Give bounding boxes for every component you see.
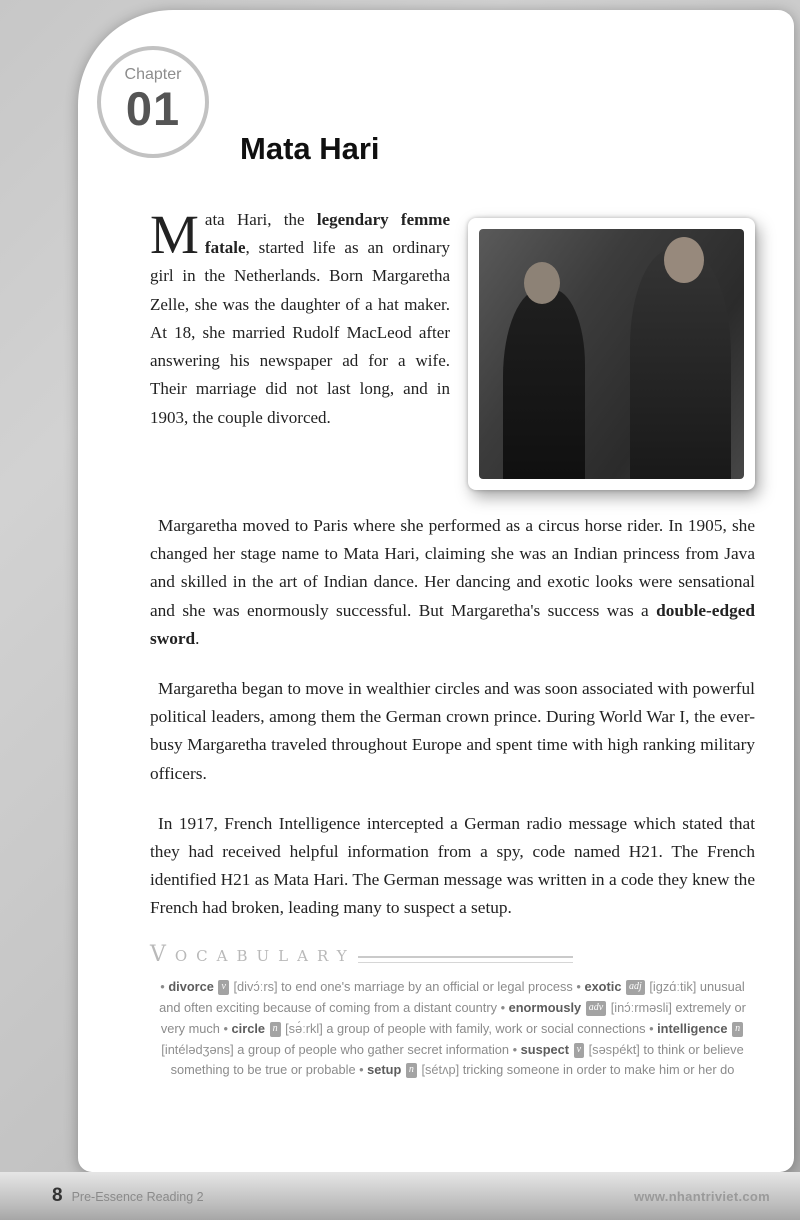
vocab-definition: unusual and often exciting because of coming from a distant country <box>159 979 745 1016</box>
vocab-definition: to end one's marriage by an official or legal process <box>281 979 573 995</box>
vocab-word: divorce <box>168 979 214 995</box>
vocab-phonetic: [inɔ́ːrməsli] <box>610 1000 672 1016</box>
vocab-pos-tag: n <box>732 1022 743 1037</box>
book-title: Pre-Essence Reading 2 <box>71 1190 204 1204</box>
vocab-pos-tag: v <box>574 1043 584 1058</box>
vocab-pos-tag: adj <box>626 980 645 995</box>
vocab-word: enormously <box>508 1000 582 1016</box>
chapter-number: 01 <box>125 82 181 135</box>
vocab-definition: a group of people who gather secret information <box>237 1041 510 1057</box>
paragraph-2-bold: double-edged sword <box>150 600 755 648</box>
photo-figure-left <box>503 289 585 479</box>
vocab-word: exotic <box>584 979 622 995</box>
vocab-word: circle <box>231 1020 265 1036</box>
vocab-pos-tag: adv <box>586 1001 606 1016</box>
vocab-word: setup <box>367 1062 402 1078</box>
chapter-badge <box>97 46 209 158</box>
publisher-website: www.nhantriviet.com <box>634 1188 770 1204</box>
vocab-entry: • enormously adv [inɔ́ːrməsli] extremely or very much <box>160 1000 746 1036</box>
footer-left <box>52 1185 204 1207</box>
paragraph-1-text: ata Hari, the <box>204 210 317 229</box>
vocabulary-heading <box>150 942 755 967</box>
article-content <box>150 206 755 1081</box>
paragraph-2-text: Margaretha moved to Paris where she performed as a circus horse rider. In 1905, she changed her stage name to Mata Hari, claiming she was an Indian princess from Java and skilled in the art of Indian dance. Her dancing and exotic looks were sensational and she was enormously successful. But Margaretha's success was a <box>150 516 755 620</box>
vocab-phonetic: [intélədʒəns] <box>161 1041 234 1057</box>
vocab-phonetic: [sə́ːrkl] <box>285 1020 323 1036</box>
vocab-entry: • intelligence n [intélədʒəns] a group of people who gather secret information <box>161 1021 744 1057</box>
page-number: 8 <box>52 1185 63 1206</box>
vocab-definition: to think or believe something to be true or probable <box>170 1041 744 1078</box>
vocab-entry: • exotic adj [igzɑ́ːtik] unusual and often exciting because of coming from a distant country <box>159 979 745 1016</box>
vocab-definition: a group of people with family, work or social connections <box>326 1020 646 1036</box>
dropcap: M <box>150 204 199 265</box>
vocab-word: intelligence <box>657 1020 728 1036</box>
vocab-phonetic: [divɔ́ːrs] <box>233 979 278 995</box>
page-footer <box>0 1172 800 1220</box>
vocabulary-title: Vocabulary <box>150 942 356 968</box>
paragraph-1-bold: legendary femme fatale <box>204 210 451 258</box>
chapter-label: Chapter <box>124 66 182 83</box>
intro-section <box>150 206 755 490</box>
vocab-phonetic: [səspékt] <box>588 1041 640 1057</box>
vocab-definition: tricking someone in order to make him or her do <box>462 1062 735 1078</box>
vocab-word: suspect <box>520 1041 570 1057</box>
vocab-entry: • setup n [sétʌp] tricking someone in order to make him or her do <box>359 1062 735 1078</box>
vocab-pos-tag: n <box>270 1022 281 1037</box>
vocab-pos-tag: v <box>218 980 228 995</box>
vocabulary-rule <box>358 956 573 963</box>
paragraph-1 <box>150 206 450 490</box>
vocab-phonetic: [sétʌp] <box>421 1062 460 1078</box>
paragraph-1-text: , started life as an ordinary girl in the Netherlands. Born Margaretha Zelle, she was the daughter of a hat maker. At 18, she married Rudolf MacLeod after answering his newspaper ad for a wife. Their marriage did not last long, and in 1903, the couple divorced. <box>150 238 450 427</box>
paragraph-2 <box>150 512 755 653</box>
paragraph-4: In 1917, French Intelligence intercepted a German radio message which stated that they had received helpful information from a spy, code named H21. The French identified H21 as Mata Hari. The German message was written in a code they knew the French had broken, leading many to suspect a setup. <box>150 813 755 918</box>
vocab-phonetic: [igzɑ́ːtik] <box>649 979 697 995</box>
vocabulary-list <box>150 977 755 1081</box>
article-photo-frame <box>468 218 755 490</box>
vocab-entry: • suspect v [səspékt] to think or believe something to be true or probable <box>170 1041 744 1078</box>
paragraph-3: Margaretha began to move in wealthier circles and was soon associated with powerful political leaders, among them the German crown prince. During World War I, the ever-busy Margaretha traveled throughout Europe and spent time with high ranking military officers. <box>150 678 755 783</box>
photo-figure-right <box>630 249 731 479</box>
photo-face-left <box>524 262 560 304</box>
vocab-definition: extremely or very much <box>160 1000 746 1036</box>
photo-face-right <box>664 237 704 283</box>
vocab-entry: • divorce v [divɔ́ːrs] to end one's marriage by an official or legal process <box>160 979 573 995</box>
paragraph-2-text: . <box>195 628 200 648</box>
vocab-entry: • circle n [sə́ːrkl] a group of people with family, work or social connections <box>223 1020 646 1036</box>
page-title: Mata Hari <box>240 130 380 166</box>
article-photo <box>479 229 744 479</box>
vocab-pos-tag: n <box>406 1063 417 1078</box>
